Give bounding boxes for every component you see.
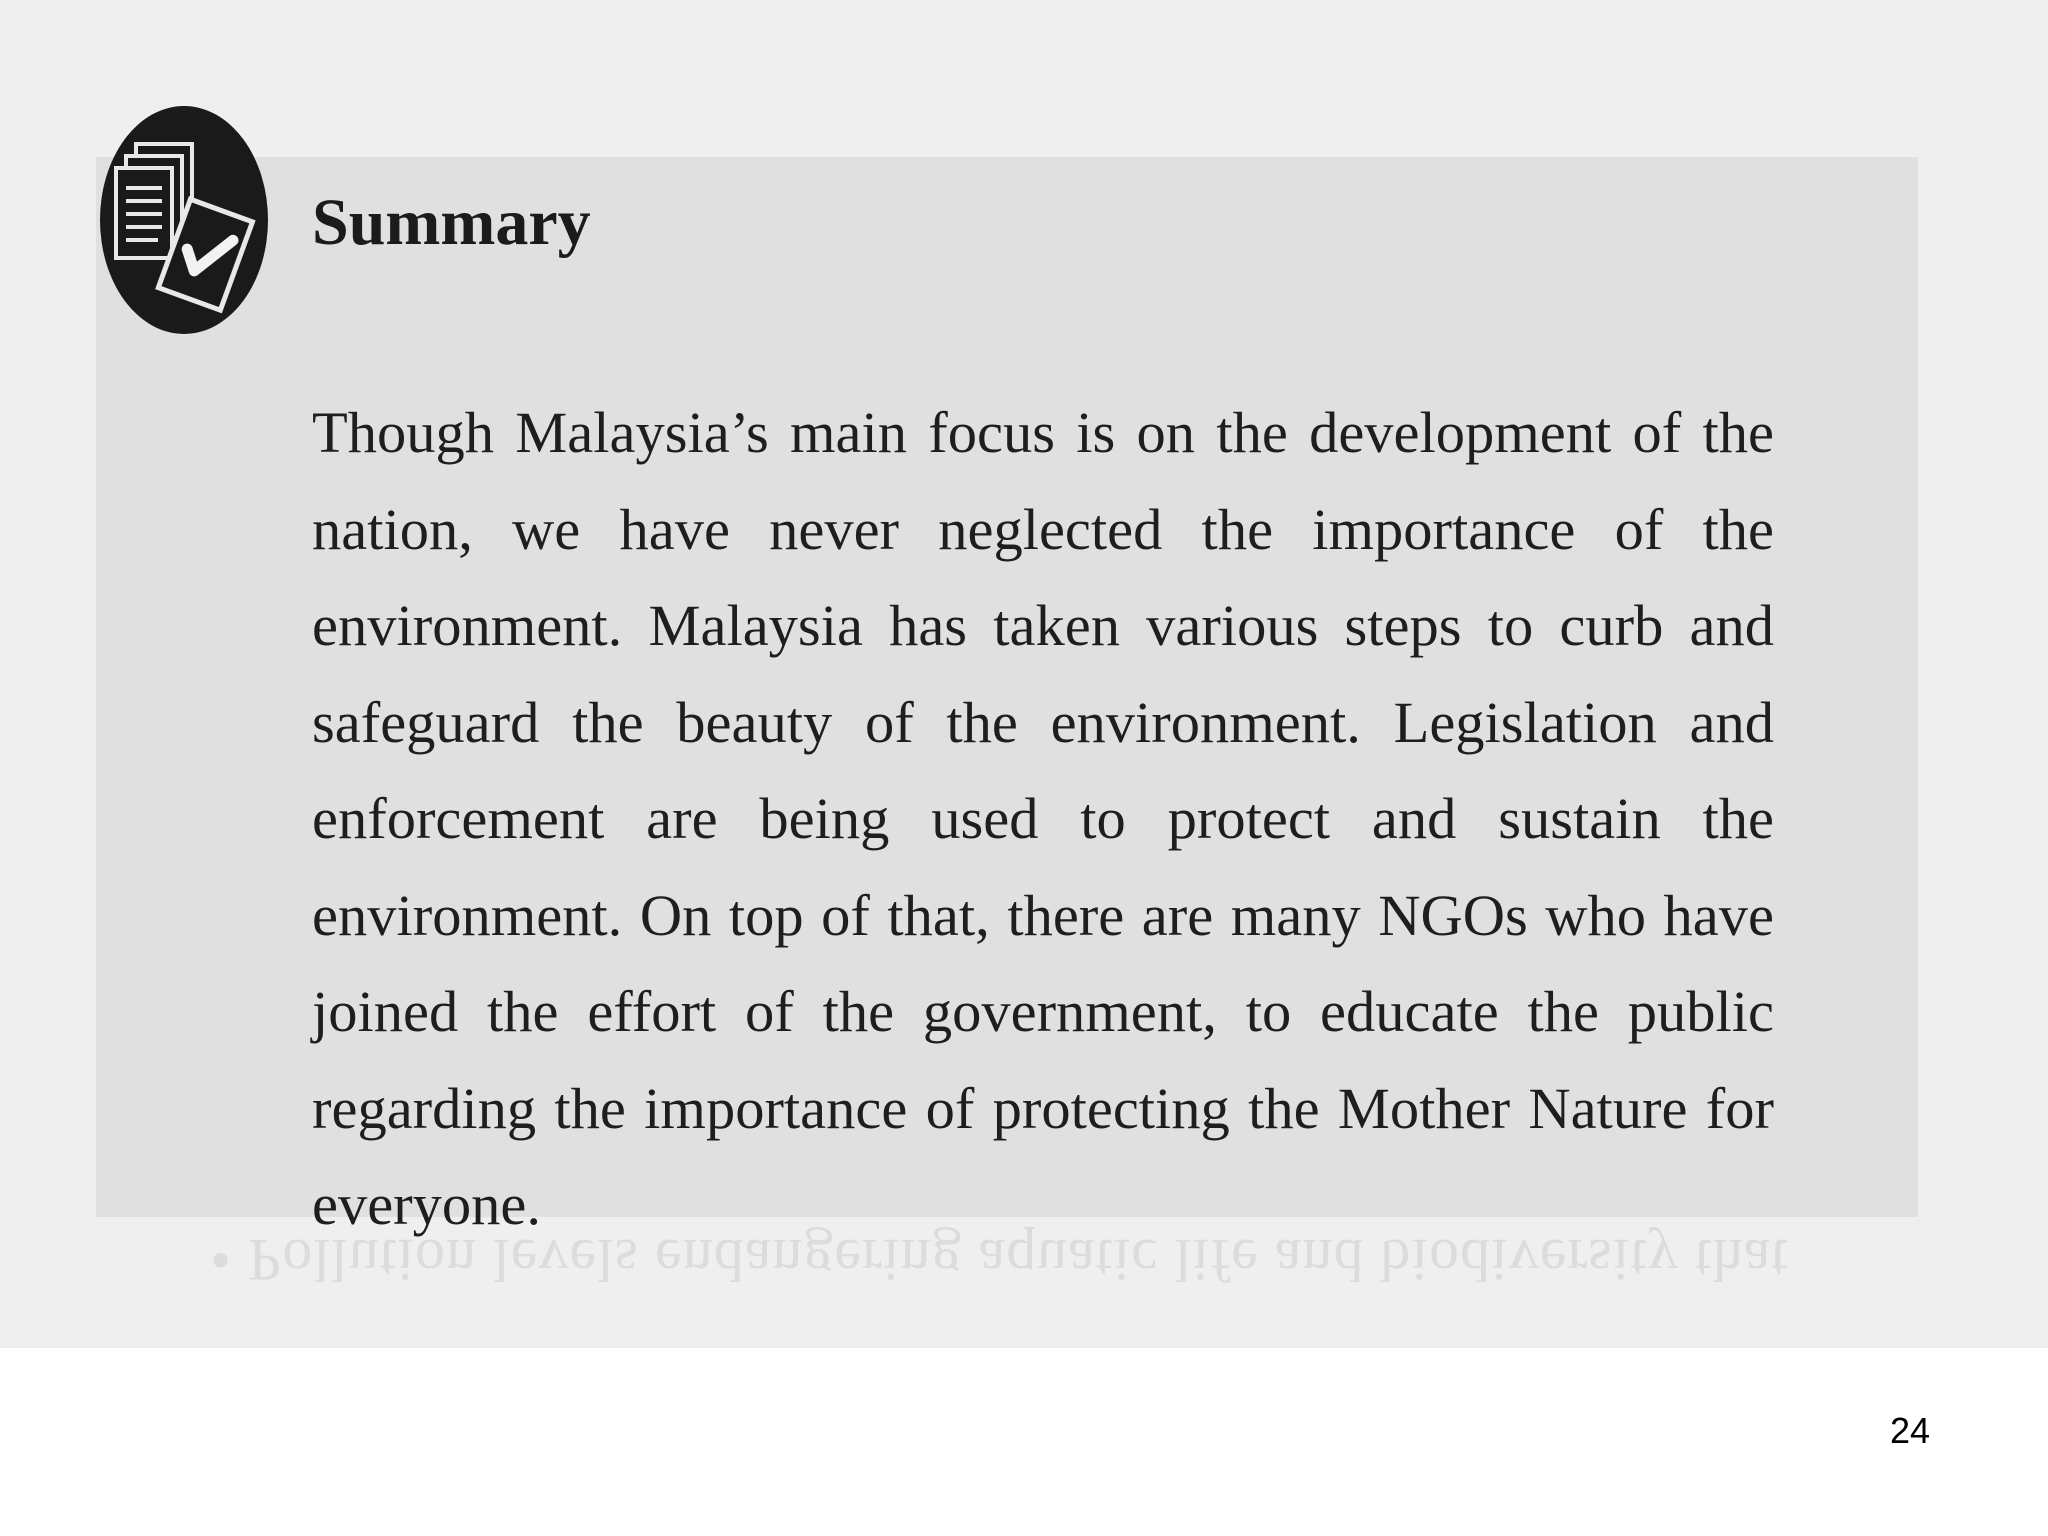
show-through-text: • Pollution levels endangering aquatic life and biodiversity that bbox=[210, 1227, 1789, 1293]
summary-body: Though Malaysia’s main focus is on the development of the nation, we have never neglected the importance of the environment. Malaysia has taken various steps to curb and safeguard the beauty of the environment. Legislation and enforcement are being used to protect and sustain the environment. On top of that, there are many NGOs who have joined the effort of the government, to educate the public regarding the importance of protecting the Mother Nature for everyone. bbox=[312, 400, 1774, 1237]
page-number: 24 bbox=[1889, 1410, 1930, 1451]
documents-checklist-icon bbox=[98, 104, 270, 336]
summary-title: Summary bbox=[312, 186, 591, 259]
